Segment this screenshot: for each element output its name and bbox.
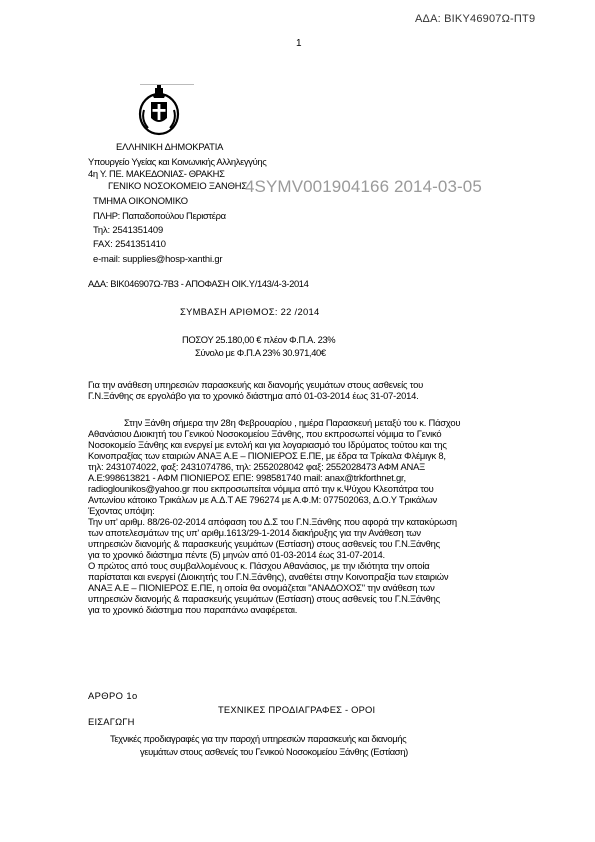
contract-amount: ΠΟΣΟΥ 25.180,00 € πλέον Φ.Π.Α. 23% <box>182 334 336 345</box>
decision-reference: ΑΔΑ: ΒΙΚ046907Ω-7Β3 - ΑΠΟΦΑΣΗ ΟΙΚ.Υ/143/4-3-2014 <box>88 278 309 289</box>
contract-body <box>88 417 508 615</box>
subject-line: Γ.Ν.Ξάνθης σε εργολάβο για το χρονικό διάστημα από 01-03-2014 έως 31-07-2014. <box>88 390 419 401</box>
body-line: Την υπ' αριθμ. 88/26-02-2014 απόφαση του Δ.Σ του Γ.Ν.Ξάνθης που αφορά την κατακύρωση <box>88 516 457 527</box>
body-line: των αποτελεσμάτων της υπ' αριθμ.1613/29-1-2014 διακήρυξης για την Ανάθεση των <box>88 527 421 538</box>
body-line: τηλ: 2431074022, φαξ: 2431074786, τηλ: 2552028042 φαξ: 2552028473 ΑΦΜ ΑΝΑΞ <box>88 461 426 472</box>
body-line: Κοινοπραξίας των εταιριών ΑΝΑΞ Α.Ε – ΠΙΟΝΙΕΡΟΣ Ε.ΠΕ, με έδρα τα Τρίκαλα Φλέμιγκ 8, <box>88 450 446 461</box>
intro-line: γευμάτων στους ασθενείς του Γενικού Νοσοκομείου Ξάνθης (Εστίαση) <box>140 746 408 757</box>
body-line: παρίσταται και ενεργεί (Διοικητής του Γ.Ν.Ξάνθης), αναθέτει στην Κοινοπραξία των εταιριών <box>88 571 449 582</box>
body-line: για το χρονικό διάστημα πέντε (5) μηνών από 01-03-2014 έως 31-07-2014. <box>88 549 385 560</box>
greek-coat-of-arms-icon <box>138 84 180 136</box>
body-line: ΑΝΑΞ Α.Ε – ΠΙΟΝΙΕΡΟΣ Ε.ΠΕ, η οποία θα ονομάζεται "ΑΝΑΔΟΧΟΣ" την ανάθεση των <box>88 582 435 593</box>
ada-reference-top: ΑΔΑ: ΒΙΚΥ46907Ω-ΠΤ9 <box>415 13 536 25</box>
email-address: e-mail: supplies@hosp-xanthi.gr <box>93 253 223 264</box>
body-line: Ο πρώτος από τους συμβαλλομένους κ. Πάσχου Αθανάσιος, με την ιδιότητα την οποία <box>88 560 430 571</box>
subject-paragraph <box>88 379 508 401</box>
registry-watermark: 4SYMV001904166 2014-03-05 <box>245 177 482 196</box>
fax-number: FAX: 2541351410 <box>93 238 166 249</box>
body-line: Έχοντας υπόψη: <box>88 505 155 516</box>
phone-number: Τηλ: 2541351409 <box>93 224 164 235</box>
body-line: υπηρεσιών διανομής & παρασκευής γευμάτων (Εστίαση) στους ασθενείς του Γ.Ν.Ξάνθης <box>88 593 441 604</box>
page-number: 1 <box>296 38 302 49</box>
body-line: για το χρονικό διάστημα που παραπάνω αναφέρεται. <box>88 604 298 615</box>
hospital-label: ΓΕΝΙΚΟ ΝΟΣΟΚΟΜΕΙΟ ΞΑΝΘΗΣ <box>108 180 247 191</box>
article-label: ΑΡΘΡΟ 1ο <box>88 690 138 701</box>
ministry-label: Υπουργείο Υγείας και Κοινωνικής Αλληλεγγύης <box>88 156 267 167</box>
article-title: ΤΕΧΝΙΚΕΣ ΠΡΟΔΙΑΓΡΑΦΕΣ - ΟΡΟΙ <box>218 704 376 715</box>
body-line: radioglounikos@yahoo.gr που εκπροσωπείται νόμιμα από την κ.Ψύχου Κλεοπάτρα του <box>88 483 434 494</box>
body-line: Νοσοκομείο Ξάνθης και ενεργεί με εντολή και για λογαριασμό του Ιδρύματος τούτου και της <box>88 439 447 450</box>
contract-number: ΣΥΜΒΑΣΗ ΑΡΙΘΜΟΣ: 22 /2014 <box>180 306 320 317</box>
body-line: υπηρεσιών διανομής & παρασκευής γευμάτων (Εστίαση) στους ασθενείς του Γ.Ν.Ξάνθης <box>88 538 441 549</box>
department-label: ΤΜΗΜΑ ΟΙΚΟΝΟΜΙΚΟ <box>93 195 188 206</box>
republic-label: ΕΛΛΗΝΙΚΗ ΔΗΜΟΚΡΑΤΙΑ <box>116 141 224 152</box>
body-line: Αντωνίου κάτοικο Τρικάλων με Α.Δ.Τ ΑΕ 796274 με Α.Φ.Μ: 077502063, Δ.Ο.Υ Τρικάλων <box>88 494 438 505</box>
body-line: Αθανάσιου Διοικητή του Γενικού Νοσοκομείου Ξάνθης, που εκπροσωπεί νόμιμα το Γενικό <box>88 428 442 439</box>
body-line: Α.Ε:998613821 - ΑΦΜ ΠΙΟΝΙΕΡΟΣ ΕΠΕ: 998581740 mail: anax@trkforthnet.gr, <box>88 472 406 483</box>
contract-total: Σύνολο με Φ.Π.Α 23% 30.971,40€ <box>195 347 326 358</box>
section-heading: ΕΙΣΑΓΩΓΗ <box>88 716 135 727</box>
health-region-label: 4η Υ. ΠΕ. ΜΑΚΕΔΟΝΙΑΣ- ΘΡΑΚΗΣ <box>88 168 225 179</box>
body-line: Στην Ξάνθη σήμερα την 28η Φεβρουαρίου , ημέρα Παρασκευή μεταξύ του κ. Πάσχου <box>124 417 461 428</box>
contact-person: ΠΛΗΡ: Παπαδοπούλου Περιστέρα <box>93 210 226 221</box>
subject-line: Για την ανάθεση υπηρεσιών παρασκευής και διανομής γευμάτων στους ασθενείς του <box>88 379 424 390</box>
intro-line: Τεχνικές προδιαγραφές για την παροχή υπηρεσιών παρασκευής και διανομής <box>110 733 407 744</box>
